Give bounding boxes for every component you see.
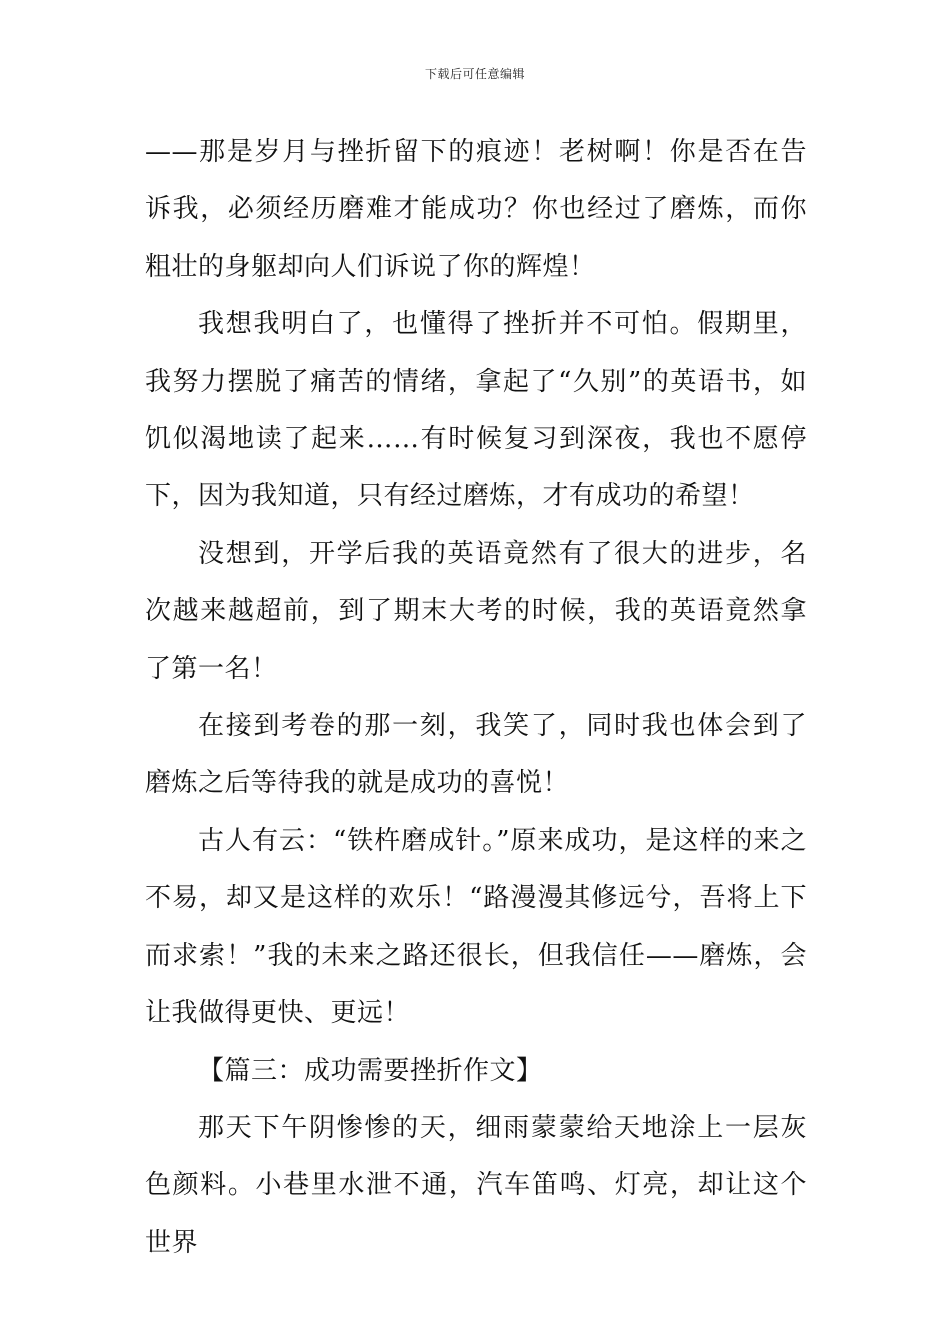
paragraph-4: 在接到考卷的那一刻，我笑了，同时我也体会到了磨炼之后等待我的就是成功的喜悦！ — [145, 711, 807, 799]
paragraph-2: 我想我明白了，也懂得了挫折并不可怕。假期里，我努力摆脱了痛苦的情绪，拿起了“久别”的英语书，如饥似渴地读了起来……有时候复习到深夜，我也不愿停下，因为我知道，只有经过磨炼，才有成功的希望！ — [145, 309, 807, 512]
section-heading: 【篇三：成功需要挫折作文】 — [198, 1055, 543, 1086]
paragraph-3: 没想到，开学后我的英语竟然有了很大的进步，名次越来越超前，到了期末大考的时候，我的英语竟然拿了第一名！ — [145, 538, 807, 684]
paragraph-5: 古人有云：“铁杵磨成针。”原来成功，是这样的来之不易，却又是这样的欢乐！“路漫漫其修远兮，吾将上下而求索！”我的未来之路还很长，但我信任——磨炼，会让我做得更快、更远！ — [145, 825, 807, 1029]
paragraph-1: ——那是岁月与挫折留下的痕迹！老树啊！你是否在告诉我，必须经历磨难才能成功？你也经过了磨炼，而你粗壮的身躯却向人们诉说了你的辉煌！ — [145, 137, 807, 282]
document-body — [145, 124, 807, 1272]
page-header: 下载后可任意编辑 — [424, 67, 525, 81]
paragraph-6: 那天下午阴惨惨的天，细雨蒙蒙给天地涂上一层灰色颜料。小巷里水泄不通，汽车笛鸣、灯亮，却让这个世界 — [145, 1112, 807, 1258]
